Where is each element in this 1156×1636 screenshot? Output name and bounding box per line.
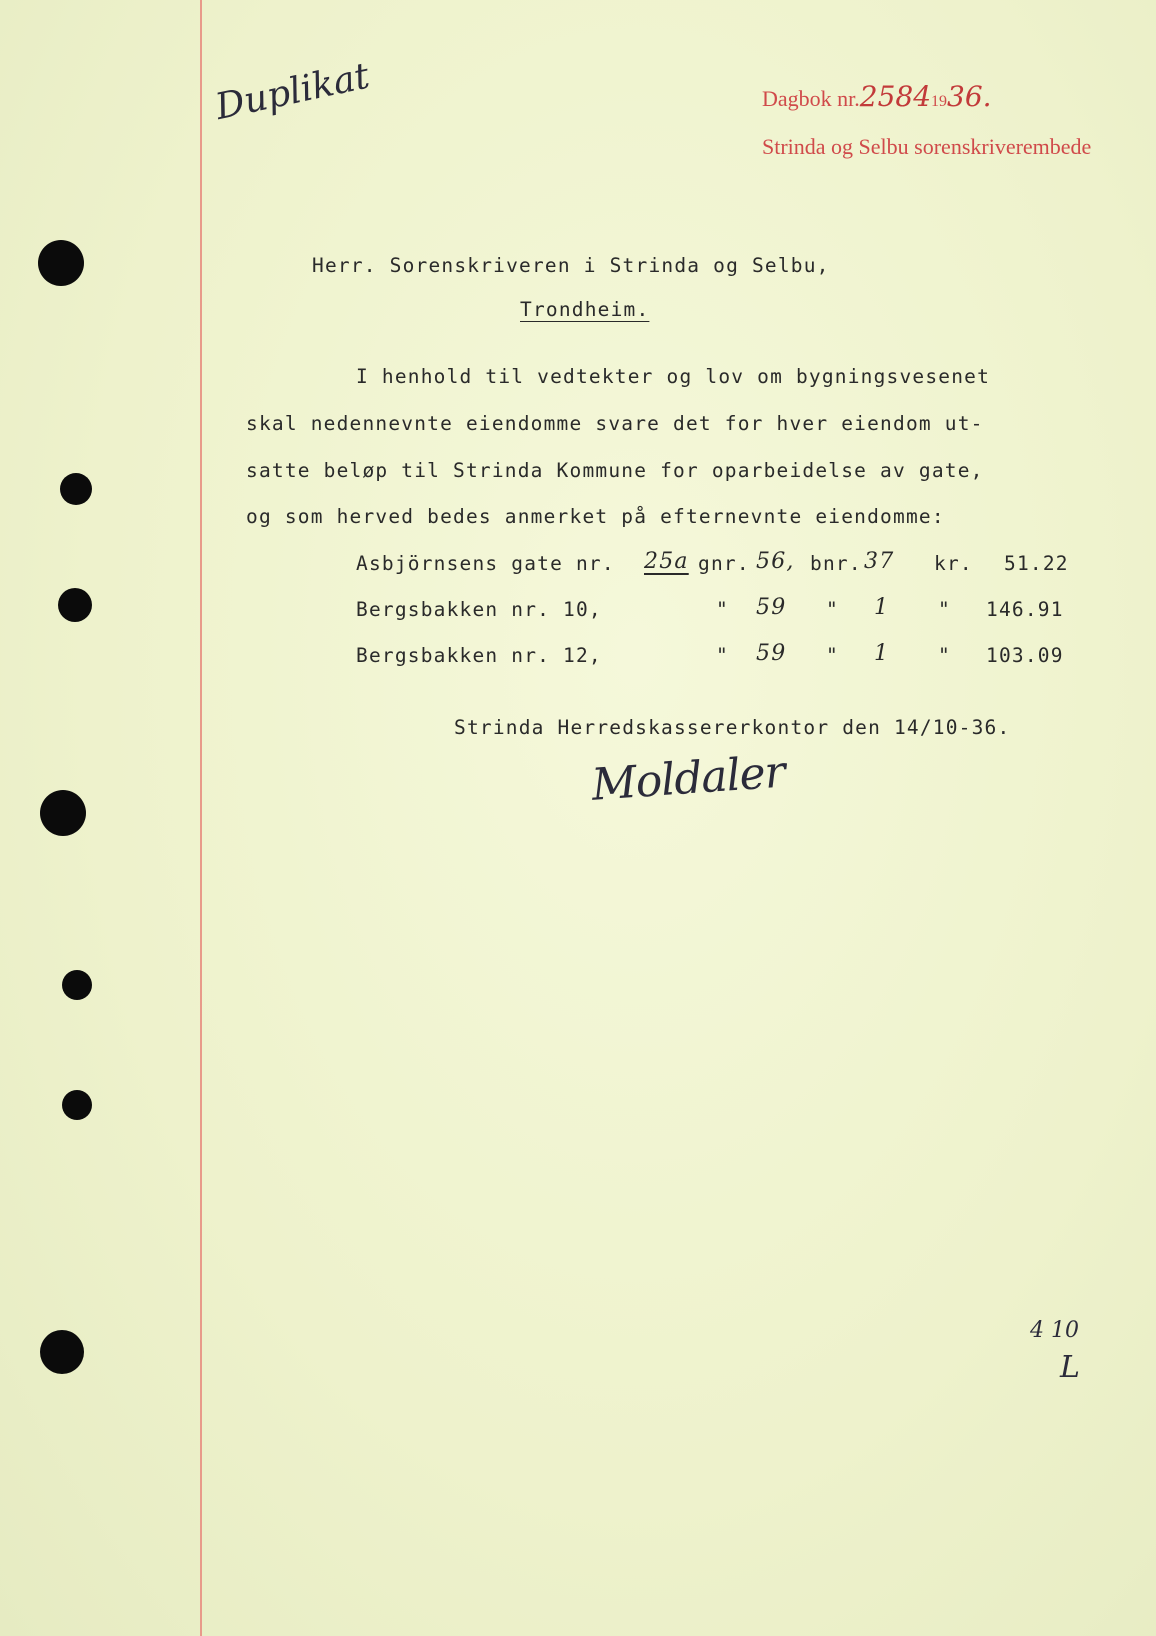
kr-label: kr. [934, 552, 973, 575]
city: Trondheim. [520, 298, 650, 321]
binder-hole [40, 1330, 84, 1374]
kr-label: " [938, 598, 951, 621]
property-number: 25a [644, 549, 689, 574]
property-address: Asbjörnsens gate nr. [356, 552, 615, 575]
binder-hole [58, 588, 92, 622]
closing-line: Strinda Herredskassererkontor den 14/10-36. [454, 716, 1011, 739]
binder-hole [62, 1090, 92, 1120]
body-line: skal nedennevnte eiendomme svare det for hver eiendom ut- [246, 412, 984, 435]
bnr-label: " [826, 644, 839, 667]
bnr-label: " [826, 598, 839, 621]
gnr-value: 59 [756, 641, 787, 666]
corner-note-bottom: L [1060, 1350, 1080, 1385]
year-suffix: 36. [947, 80, 992, 113]
amount: 146.91 [986, 598, 1064, 621]
binder-hole [62, 970, 92, 1000]
year-prefix: 19 [931, 93, 948, 110]
addressee: Herr. Sorenskriveren i Strinda og Selbu, [312, 254, 830, 277]
property-row [356, 549, 1076, 582]
property-row [356, 595, 1076, 628]
property-row [356, 641, 1076, 674]
amount: 51.22 [1004, 552, 1069, 575]
property-address: Bergsbakken nr. 10, [356, 598, 602, 621]
kr-label: " [938, 644, 951, 667]
body-line: og som herved bedes anmerket på efternevnte eiendomme: [246, 505, 945, 528]
dagbok-label: Dagbok nr. [762, 86, 860, 111]
margin-line [200, 0, 202, 1636]
office-stamp: Strinda og Selbu sorenskriverembede [762, 134, 1092, 159]
body-line: I henhold til vedtekter og lov om bygningsvesenet [356, 365, 991, 388]
binder-hole [40, 790, 86, 836]
bnr-label: bnr. [810, 552, 862, 575]
gnr-label: gnr. [698, 552, 750, 575]
body-line: satte beløp til Strinda Kommune for oparbeidelse av gate, [246, 459, 984, 482]
gnr-label: " [716, 598, 729, 621]
bnr-value: 1 [874, 641, 890, 666]
property-address: Bergsbakken nr. 12, [356, 644, 602, 667]
dagbok-stamp [762, 80, 992, 113]
dagbok-number: 2584 [859, 80, 932, 113]
signature: Moldaler [590, 746, 787, 811]
binder-hole [38, 240, 84, 286]
gnr-value: 59 [756, 595, 787, 620]
bnr-value: 1 [874, 595, 890, 620]
amount: 103.09 [986, 644, 1064, 667]
binder-hole [60, 473, 92, 505]
gnr-value: 56, [756, 549, 795, 574]
gnr-label: " [716, 644, 729, 667]
bnr-value: 37 [864, 549, 895, 574]
corner-note-top: 4 10 [1030, 1318, 1079, 1343]
duplikat-note: Duplikat [212, 55, 373, 129]
